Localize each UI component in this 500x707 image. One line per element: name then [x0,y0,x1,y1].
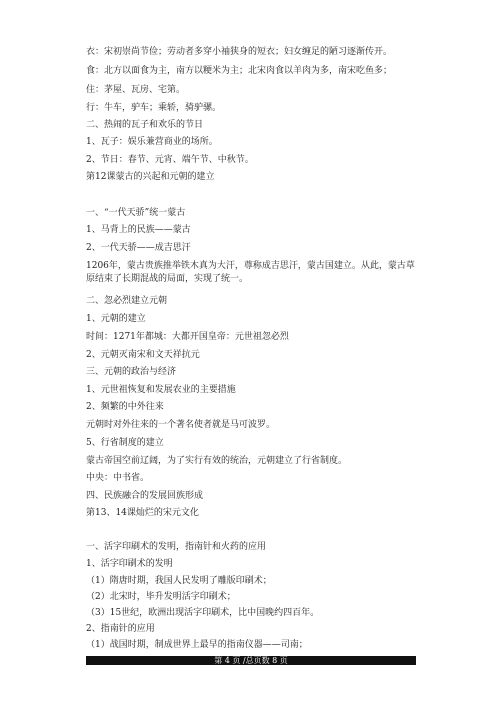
text-line-travel: 行：牛车，驴车；乘轿，骑驴骡。 [86,103,222,113]
text-line: 2、频繁的中外往来 [86,402,164,412]
text-line-food: 食：北方以面食为主，南方以粳米为主；北宋肉食以羊肉为多，南宋吃鱼多； [86,66,393,76]
text-line: 2、一代天骄——成吉思汗 [86,243,191,253]
section-heading: 一、活字印刷术的发明，指南针和火药的应用 [86,542,267,552]
text-line: 2、元朝灭南宋和文天祥抗元 [86,350,200,360]
section-heading: 一、“一代天骄”统一蒙古 [86,208,186,218]
text-line: （1）战国时期，制成世界上最早的指南仪器——司南； [86,640,308,650]
text-line-housing: 住：茅屋、瓦房、宅第。 [86,85,186,95]
text-line: 5、行省制度的建立 [86,438,164,448]
text-line: 1、活字印刷术的发明 [86,559,173,569]
page-number: 第 4 页 /总页数 8 页 [214,656,288,665]
text-line: （1）隋唐时期，我国人民发明了雕版印刷术； [86,576,272,586]
section-heading: 三、元朝的政治与经济 [86,367,177,377]
text-line: 时间：1271年都城：大都开国皇帝：元世祖忽必烈 [86,332,289,342]
page-footer [86,656,416,665]
paragraph: 1206年，蒙古贵族推举铁木真为大汗，尊称成吉思汗，蒙古国建立。从此，蒙古草原结束了长期混战的局面，实现了统一。 [86,261,415,284]
text-line: （3）15世纪，欧洲出现活字印刷术，比中国晚约四百年。 [86,608,320,618]
text-line: 1、元朝的建立 [86,314,146,324]
text-line: 2、节日：春节、元宵、端午节、中秋节。 [86,155,254,165]
section-heading: 二、忽必烈建立元朝 [86,296,168,306]
text-line: 1、瓦子：娱乐兼营商业的场所。 [86,137,218,147]
text-line: （2）北宋时，毕升发明活字印刷术； [86,592,236,602]
lesson-heading: 第12课蒙古的兴起和元朝的建立 [86,172,215,182]
text-line: 中央：中书省。 [86,473,150,483]
text-line: 蒙古帝国空前辽阔，为了实行有效的统治，元朝建立了行省制度。 [86,456,348,466]
text-line: 2、指南针的应用 [86,624,155,634]
section-heading: 四、民族融合的发展回族形成 [86,491,204,501]
text-line: 元朝时对外往来的一个著名使者就是马可波罗。 [86,420,276,430]
text-line: 1、马背上的民族——蒙古 [86,225,191,235]
lesson-heading: 第13、14课灿烂的宋元文化 [86,508,199,518]
section-heading: 二、热闹的瓦子和欢乐的节日 [86,120,204,130]
text-line-clothing: 衣：宋初崇尚节俭；劳动者多穿小袖狭身的短衣；妇女缠足的陋习逐渐传开。 [86,47,393,57]
text-line: 1、元世祖恢复和发展农业的主要措施 [86,385,236,395]
